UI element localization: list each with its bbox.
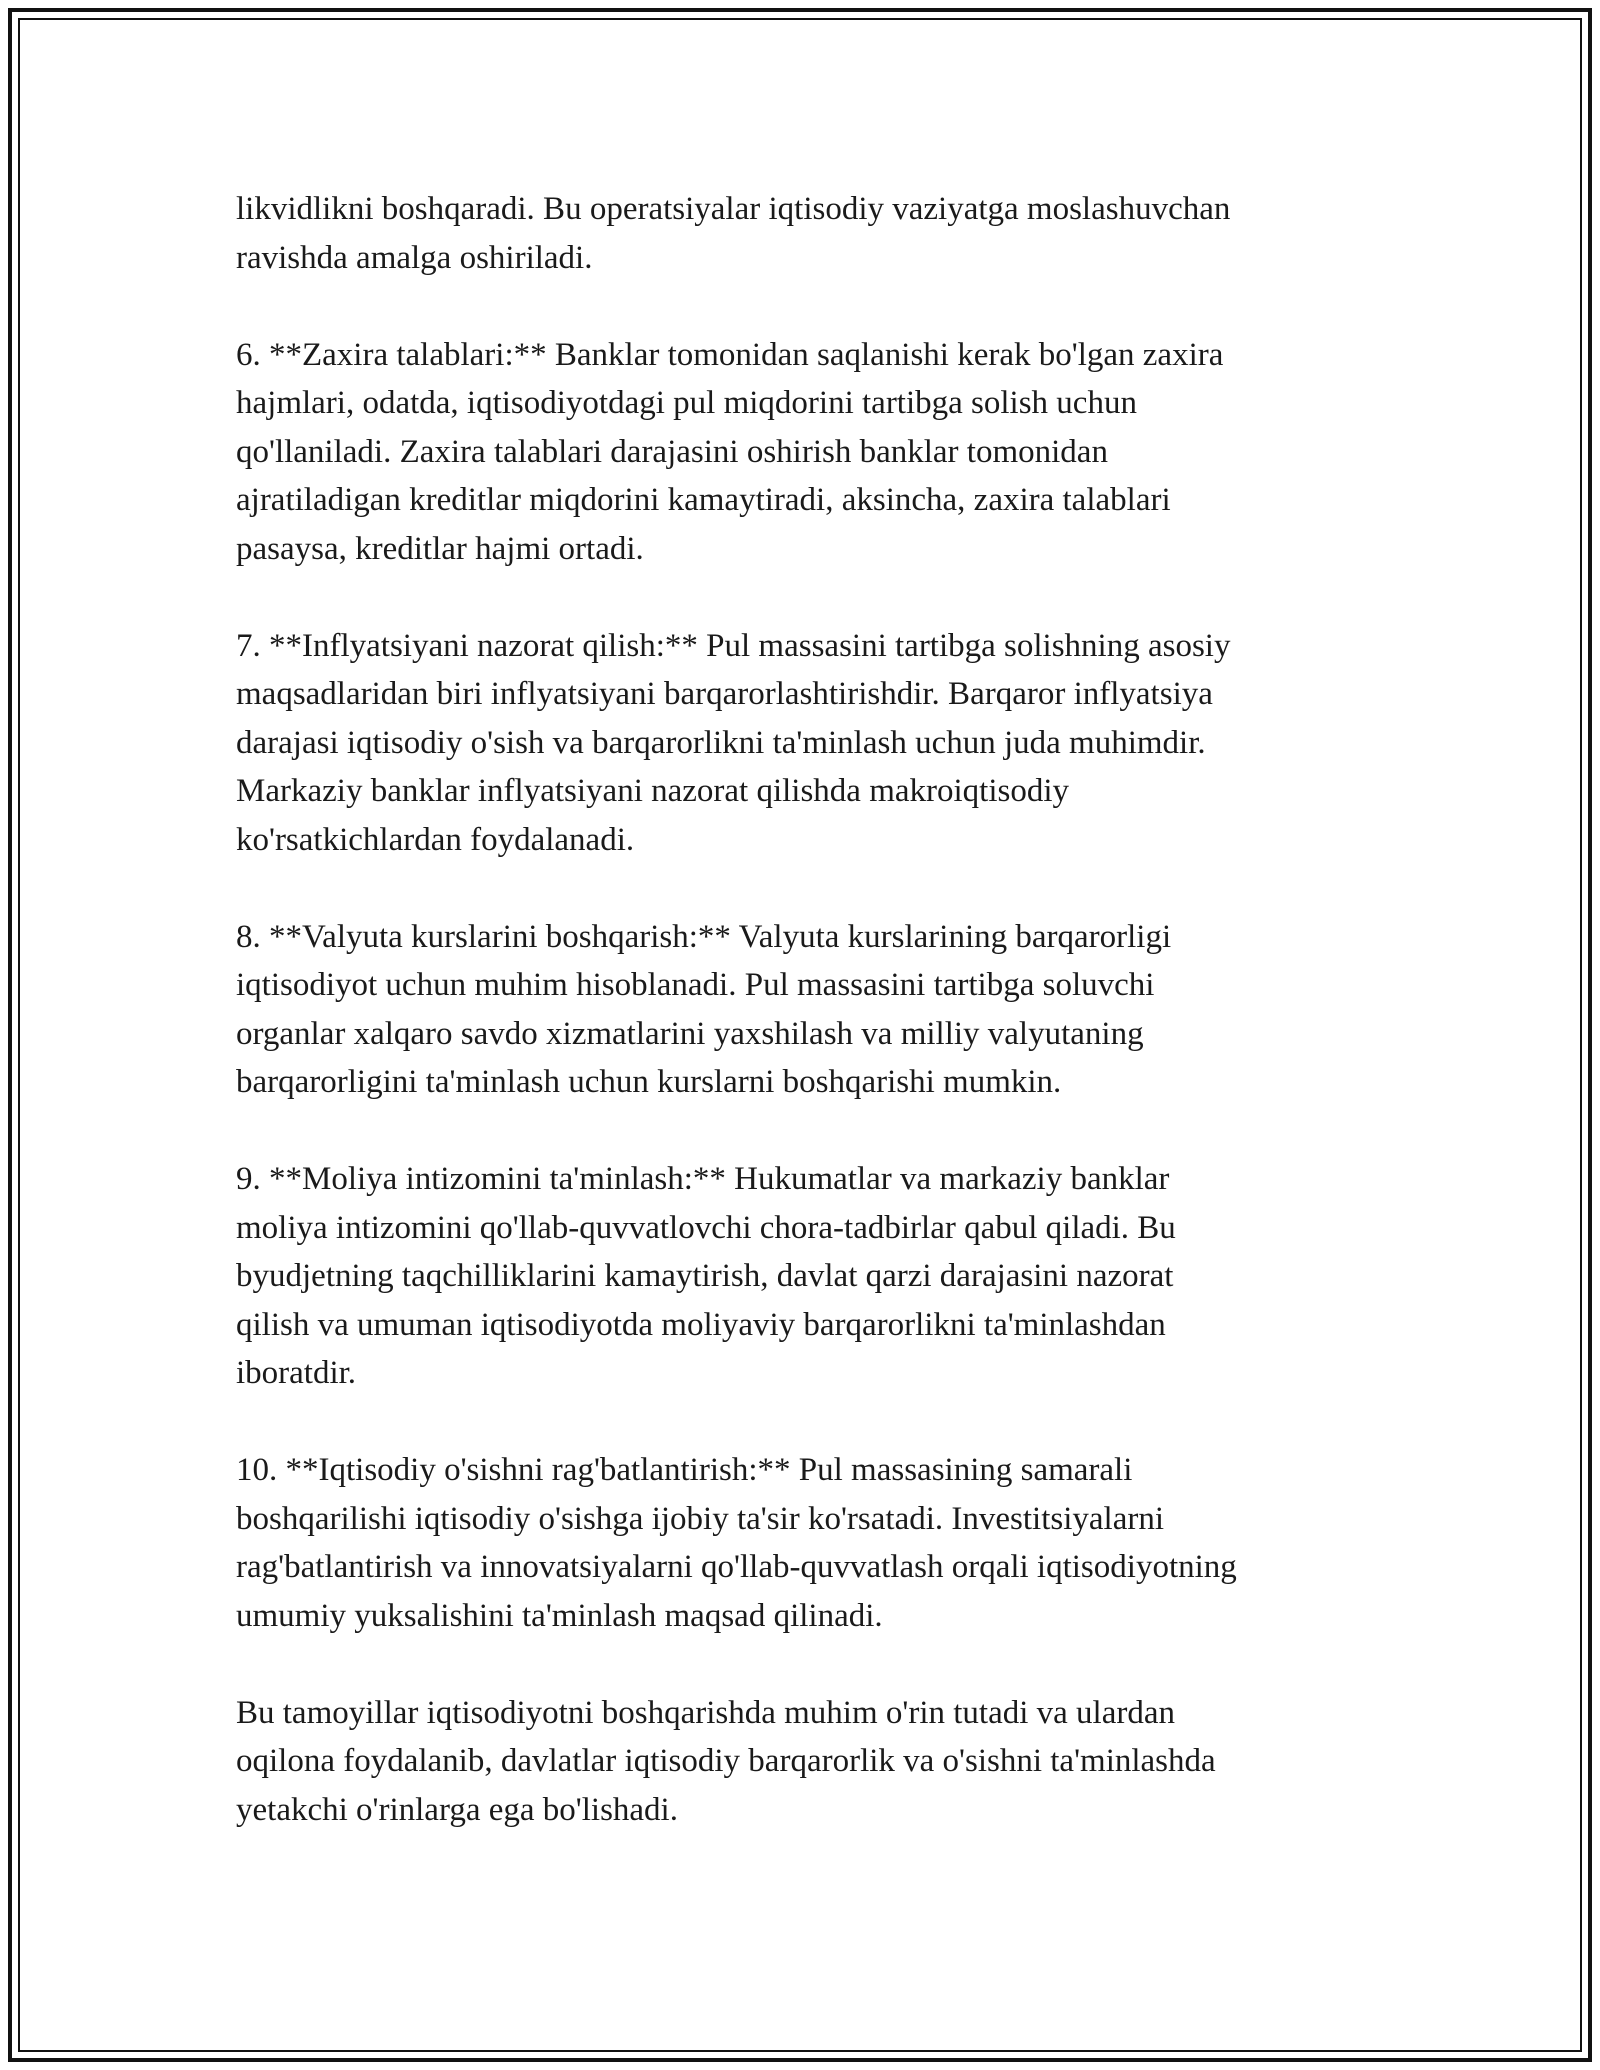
paragraph-continuation: likvidlikni boshqaradi. Bu operatsiyalar iqtisodiy vaziyatga moslashuvchan ravishda amalga oshiriladi. [236, 191, 1231, 276]
document-body [236, 185, 1366, 1883]
paragraph-conclusion: Bu tamoyillar iqtisodiyotni boshqarishda muhim o'rin tutadi va ulardan oqilona foydalanib, davlatlar iqtisodiy barqarorlik va o'sishni ta'minlashda yetakchi o'rinlarga ega bo'lishadi. [236, 1694, 1216, 1828]
paragraph-item-6: 6. **Zaxira talablari:** Banklar tomonidan saqlanishi kerak bo'lgan zaxira hajmlari, odatda, iqtisodiyotdagi pul miqdorini tartibga solish uchun qo'llaniladi. Zaxira talablari darajasini oshirish banklar tomonidan ajratiladigan kreditlar miqdorini kamaytiradi, aksincha, zaxira talablari pasaysa, kreditlar hajmi ortadi. [236, 336, 1224, 567]
paragraph-item-7: 7. **Inflyatsiyani nazorat qilish:** Pul massasini tartibga solishning asosiy maqsadlaridan biri inflyatsiyani barqarorlashtirishdir. Barqaror inflyatsiya darajasi iqtisodiy o'sish va barqarorlikni ta'minlash uchun juda muhimdir. Markaziy banklar inflyatsiyani nazorat qilishda makroiqtisodiy ko'rsatkichlardan foydalanadi. [236, 627, 1231, 858]
paragraph-item-9: 9. **Moliya intizomini ta'minlash:** Hukumatlar va markaziy banklar moliya intizomini qo'llab-quvvatlovchi chora-tadbirlar qabul qiladi. Bu byudjetning taqchilliklarini kamaytirish, davlat qarzi darajasini nazorat qilish va umuman iqtisodiyotda moliyaviy barqarorlikni ta'minlashdan iboratdir. [236, 1161, 1176, 1391]
paragraph-item-10: 10. **Iqtisodiy o'sishni rag'batlantirish:** Pul massasining samarali boshqarilishi iqtisodiy o'sishga ijobiy ta'sir ko'rsatadi. Investitsiyalarni rag'batlantirish va innovatsiyalarni qo'llab-quvvatlash orqali iqtisodiyotning umumiy yuksalishini ta'minlash maqsad qilinadi. [236, 1452, 1237, 1634]
paragraph-item-8: 8. **Valyuta kurslarini boshqarish:** Valyuta kurslarining barqarorligi iqtisodiyot uchun muhim hisoblanadi. Pul massasini tartibga soluvchi organlar xalqaro savdo xizmatlarini yaxshilash va milliy valyutaning barqarorligini ta'minlash uchun kurslarni boshqarishi mumkin. [236, 918, 1172, 1100]
